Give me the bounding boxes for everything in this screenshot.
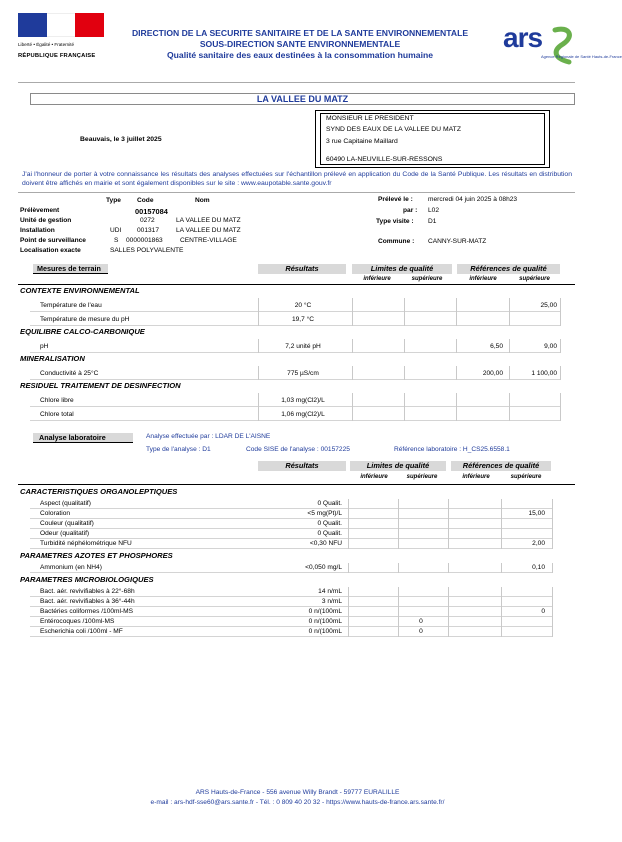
meta-commune-label: Commune : — [378, 238, 415, 245]
terrain-lim-sup: supérieure — [411, 276, 443, 282]
column-separator — [404, 298, 405, 326]
row-label: Turbidité néphélométrique NFU — [40, 540, 132, 547]
meta-preleve-label: Prélevé le : — [378, 196, 413, 203]
row-label: Ammonium (en NH4) — [40, 564, 102, 571]
meta-localisation-val: SALLES POLYVALENTE — [110, 247, 184, 254]
column-separator — [404, 366, 405, 380]
header-line-2: SOUS-DIRECTION SANTE ENVIRONNEMENTALE — [199, 39, 401, 49]
terrain-lim-inf: inférieure — [363, 276, 391, 282]
meta-point-code: 0000001863 — [126, 237, 163, 244]
row-separator — [30, 518, 552, 519]
row-separator — [30, 538, 552, 539]
address-line: MONSIEUR LE PRESIDENT — [326, 115, 414, 122]
meta-installation-type: UDI — [110, 227, 122, 234]
row-ref-inf: 200,00 — [482, 370, 503, 377]
row-result: 3 n/mL — [321, 598, 342, 605]
row-separator — [30, 596, 552, 597]
column-separator — [348, 563, 349, 573]
labo-ref-sup: supérieure — [510, 474, 542, 480]
column-separator — [258, 298, 259, 326]
column-separator — [509, 366, 510, 380]
labo-lim-inf: inférieure — [360, 474, 388, 480]
meta-typevisite-val: D1 — [428, 218, 437, 225]
row-separator — [30, 311, 560, 312]
labo-title: Analyse laboratoire — [33, 433, 133, 443]
footer-address: ARS Hauts-de-France - 556 avenue Willy Brandt - 59777 EURALILLE — [195, 789, 400, 796]
labo-reference: Référence laboratoire : H_CS25.6558.1 — [394, 446, 510, 453]
meta-unite-nom: LA VALLEE DU MATZ — [176, 217, 241, 224]
flag-blue-stripe — [18, 13, 47, 37]
column-separator — [398, 563, 399, 573]
column-separator — [352, 393, 353, 421]
meta-installation-label: Installation — [20, 227, 55, 234]
rf-motto: Liberté • Égalité • Fraternité — [18, 42, 75, 47]
column-separator — [456, 393, 457, 421]
column-separator — [398, 499, 399, 549]
labo-type: Type de l'analyse : D1 — [146, 446, 211, 453]
row-result: <0,050 mg/L — [305, 564, 342, 571]
row-label: Bact. aér. revivifiables à 36°-44h — [40, 598, 135, 605]
row-ref-sup: 15,00 — [528, 510, 545, 517]
row-result: 20 °C — [294, 302, 312, 309]
page-title: LA VALLEE DU MATZ — [30, 93, 575, 105]
row-ref-sup: 2,00 — [532, 540, 545, 547]
row-result: 1,06 mg(Cl2)/L — [281, 411, 325, 418]
row-label: Escherichia coli /100ml - MF — [40, 628, 123, 635]
row-label: Odeur (qualitatif) — [40, 530, 90, 537]
row-label: Conductivité à 25°C — [40, 370, 99, 377]
row-result: <5 mg(Pt)/L — [307, 510, 342, 517]
terrain-ref-inf: inférieure — [469, 276, 497, 282]
row-label: Chlore libre — [40, 397, 74, 404]
row-result: <0,30 NFU — [309, 540, 342, 547]
footer-contact: e-mail : ars-hdf-sse60@ars.sante.fr - Tél. : 0 809 40 20 32 - https://www.hauts-de-france.ars.sante.fr/ — [150, 799, 445, 806]
section-title: PARAMETRES AZOTES ET PHOSPHORES — [20, 551, 173, 560]
header-divider — [18, 82, 575, 83]
ars-logo-subtitle: Agence Régionale de Santé Hauts-de-France — [541, 54, 622, 59]
column-separator — [352, 298, 353, 326]
labo-ref-inf: inférieure — [462, 474, 490, 480]
column-separator — [348, 499, 349, 549]
column-separator — [258, 339, 259, 353]
labo-references-header: Références de qualité — [451, 461, 551, 471]
meta-typevisite-label: Type visite : — [376, 218, 414, 225]
column-separator — [398, 587, 399, 637]
column-separator — [448, 563, 449, 573]
column-separator — [560, 393, 561, 421]
column-separator — [404, 393, 405, 421]
meta-point-nom: CENTRE-VILLAGE — [180, 237, 237, 244]
row-label: Température de mesure du pH — [40, 316, 130, 323]
row-ref-inf: 6,50 — [490, 343, 503, 350]
column-separator — [509, 339, 510, 353]
row-result: 0 n/(100mL — [308, 618, 342, 625]
row-lim-sup: 0 — [419, 618, 423, 625]
row-result: 7,2 unité pH — [285, 343, 321, 350]
column-separator — [404, 339, 405, 353]
ars-logo-text: ars — [503, 22, 543, 53]
column-separator — [501, 499, 502, 549]
terrain-header-rule — [18, 284, 575, 285]
column-separator — [552, 587, 553, 637]
address-line: SYND DES EAUX DE LA VALLEE DU MATZ — [326, 126, 461, 133]
meta-point-type: S — [114, 237, 119, 244]
row-lim-sup: 0 — [419, 628, 423, 635]
row-result: 19,7 °C — [291, 316, 315, 323]
meta-col-code: Code — [137, 197, 154, 204]
row-separator — [30, 636, 552, 637]
header-line-3: Qualité sanitaire des eaux destinées à la consommation humaine — [166, 50, 434, 60]
section-title: CONTEXTE ENVIRONNEMENTAL — [20, 286, 140, 295]
row-label: Aspect (qualitatif) — [40, 500, 91, 507]
row-separator — [30, 508, 552, 509]
row-label: Coloration — [40, 510, 71, 517]
column-separator — [352, 366, 353, 380]
column-separator — [456, 298, 457, 326]
meta-col-nom: Nom — [195, 197, 210, 204]
meta-par-label: par : — [403, 207, 418, 214]
terrain-ref-sup: supérieure — [519, 276, 550, 282]
row-label: Entérocoques /100ml-MS — [40, 618, 115, 625]
terrain-references-header: Références de qualité — [457, 264, 560, 274]
meta-localisation-label: Localisation exacte — [20, 247, 81, 254]
intro-divider — [18, 192, 575, 193]
section-title: EQUILIBRE CALCO-CARBONIQUE — [20, 327, 145, 336]
section-title: RESIDUEL TRAITEMENT DE DESINFECTION — [20, 381, 181, 390]
row-result: 0 Qualit. — [317, 520, 342, 527]
labo-lim-sup: supérieure — [406, 474, 438, 480]
labo-results-header: Résultats — [258, 461, 346, 471]
row-separator — [30, 420, 560, 421]
column-separator — [258, 393, 259, 421]
row-separator — [30, 626, 552, 627]
meta-prelevement-label: Prélèvement — [20, 207, 60, 214]
meta-par-val: L02 — [428, 207, 440, 214]
row-label: Température de l'eau — [40, 302, 102, 309]
column-separator — [348, 587, 349, 637]
row-ref-sup: 25,00 — [540, 302, 557, 309]
column-separator — [560, 298, 561, 326]
column-separator — [509, 393, 510, 421]
date-line: Beauvais, le 3 juillet 2025 — [80, 136, 162, 143]
column-separator — [560, 366, 561, 380]
row-label: Chlore total — [40, 411, 74, 418]
row-separator — [30, 572, 552, 573]
meta-unite-code: 0272 — [140, 217, 155, 224]
row-result: 14 n/mL — [318, 588, 342, 595]
labo-limits-header: Limites de qualité — [350, 461, 446, 471]
row-separator — [30, 325, 560, 326]
labo-effectuee: Analyse effectuée par : LDAR DE L'AISNE — [146, 433, 271, 440]
row-separator — [30, 379, 560, 380]
row-result: 0 n/(100mL — [308, 608, 342, 615]
row-ref-sup: 0,10 — [532, 564, 545, 571]
meta-unite-label: Unité de gestion — [20, 217, 72, 224]
column-separator — [509, 298, 510, 326]
meta-installation-code: 001317 — [137, 227, 160, 234]
row-separator — [30, 528, 552, 529]
labo-sise: Code SISE de l'analyse : 00157225 — [246, 446, 350, 453]
terrain-results-header: Résultats — [258, 264, 346, 274]
rf-name: RÉPUBLIQUE FRANÇAISE — [18, 53, 96, 59]
address-line: 60490 LA-NEUVILLE-SUR-RESSONS — [326, 156, 443, 163]
column-separator — [456, 366, 457, 380]
labo-header-rule — [18, 484, 575, 485]
row-label: Couleur (qualitatif) — [40, 520, 94, 527]
row-result: 0 Qualit. — [317, 500, 342, 507]
intro-text: J'ai l'honneur de porter à votre connaissance les résultats des analyses effectuées sur l'échantillon prélevé en application du Code de la Santé Publique. Les résultats en distribution doivent être affichés en mairie et sont également disponibles sur le site : www.eaupotable.sante.gouv.fr — [22, 171, 572, 187]
flag-white-stripe — [47, 13, 75, 37]
meta-preleve-val: mercredi 04 juin 2025 à 08h23 — [428, 196, 518, 203]
row-result: 0 n/(100mL — [308, 628, 342, 635]
column-separator — [501, 563, 502, 573]
row-label: pH — [40, 343, 49, 350]
meta-col-type: Type — [106, 197, 121, 204]
republique-francaise-logo — [18, 13, 104, 63]
row-label: Bactéries coliformes /100ml-MS — [40, 608, 134, 615]
meta-commune-val: CANNY-SUR-MATZ — [428, 238, 487, 245]
terrain-limits-header: Limites de qualité — [352, 264, 452, 274]
ars-logo — [503, 22, 622, 68]
row-result: 775 µS/cm — [287, 370, 319, 377]
section-title: PARAMETRES MICROBIOLOGIQUES — [20, 575, 154, 584]
meta-installation-nom: LA VALLEE DU MATZ — [176, 227, 241, 234]
row-ref-sup: 1 100,00 — [531, 370, 557, 377]
row-ref-sup: 9,00 — [544, 343, 557, 350]
column-separator — [560, 339, 561, 353]
row-result: 0 Qualit. — [317, 530, 342, 537]
column-separator — [258, 366, 259, 380]
terrain-title: Mesures de terrain — [33, 264, 108, 274]
column-separator — [456, 339, 457, 353]
row-separator — [30, 548, 552, 549]
row-separator — [30, 352, 560, 353]
row-separator — [30, 616, 552, 617]
row-label: Bact. aér. revivifiables à 22°-68h — [40, 588, 135, 595]
meta-point-label: Point de surveillance — [20, 237, 86, 244]
section-title: MINERALISATION — [20, 354, 85, 363]
header-line-1: DIRECTION DE LA SECURITE SANITAIRE ET DE LA SANTE ENVIRONNEMENTALE — [131, 28, 469, 38]
row-separator — [30, 406, 560, 407]
column-separator — [352, 339, 353, 353]
row-result: 1,03 mg(Cl2)/L — [281, 397, 325, 404]
row-ref-sup: 0 — [541, 608, 545, 615]
column-separator — [448, 499, 449, 549]
column-separator — [552, 563, 553, 573]
section-title: CARACTERISTIQUES ORGANOLEPTIQUES — [20, 487, 178, 496]
address-line: 3 rue Capitaine Maillard — [326, 138, 398, 145]
row-separator — [30, 606, 552, 607]
meta-prelevement-code: 00157084 — [135, 207, 168, 216]
column-separator — [501, 587, 502, 637]
column-separator — [448, 587, 449, 637]
column-separator — [552, 499, 553, 549]
